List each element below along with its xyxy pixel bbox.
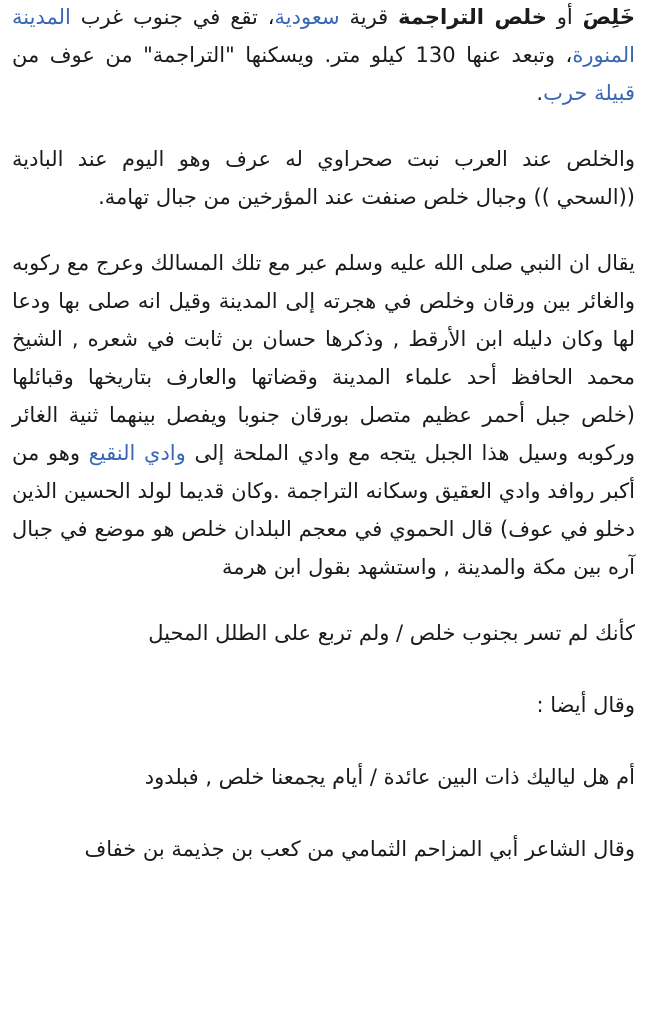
title-word: خَلِصَ	[582, 5, 635, 29]
link-harb-tribe[interactable]: قبيلة حرب	[543, 81, 635, 105]
history-text-2: وهو من أكبر روافد وادي العقيق وسكانه التراجمة .وكان قديما لولد الحسين الذين دخلو في عوف) قال الحموي في معجم البلدان خلص هو موضع في جبال آره بين مكة والمدينة , واستشهد بقول ابن هرمة	[12, 441, 635, 579]
intro-text-2: ، تقع في جنوب غرب	[70, 5, 275, 29]
link-medina[interactable]: المدينة المنورة	[12, 5, 636, 67]
khulas-plant-paragraph: والخلص عند العرب نبت صحراوي له عرف وهو اليوم عند البادية ((السحي )) وجبال خلص صنفت عند المؤرخين من جبال تهامة.	[12, 147, 635, 209]
intro-text-4: .	[536, 81, 544, 105]
intro-text-3: ، وتبعد عنها 130 كيلو متر. ويسكنها "التراجمة" من عوف من	[12, 43, 573, 67]
verse-2: أم هل لياليك ذات البين عائدة / أيام يجمعنا خلص , فبلدود	[144, 765, 635, 789]
verse-1: كأنك لم تسر بجنوب خلص / ولم تربع على الطلل المحيل	[148, 621, 635, 645]
link-wadi-naqee[interactable]: وادي النقيع	[88, 441, 186, 465]
poet-line: وقال الشاعر أبي المزاحم الثمامي من كعب بن جذيمة بن خفاف	[84, 837, 635, 861]
history-paragraph	[12, 244, 635, 586]
intro-text-1: قرية	[339, 5, 399, 29]
link-saudi[interactable]: سعودية	[274, 5, 340, 29]
history-text-1: يقال ان النبي صلى الله عليه وسلم عبر مع تلك المسالك وعرج مع ركوبه والغائر بين ورقان وخلص في هجرته إلى المدينة وقيل انه صلى بها ودعا لها وكان دليله ابن الأرقط , وذكرها حسان بن ثابت في شعره , الشيخ محمد الحافظ أحد علماء المدينة وقضاتها والعارف بتاريخها وقبائلها (خلص جبل أحمر عظيم متصل بورقان جنوبا ويفصل بينهما ثنية الغائر وركوبه وسيل هذا الجبل يتجه مع وادي الملحة إلى	[12, 251, 635, 465]
bold-name: خلص التراجمة	[398, 5, 547, 29]
intro-paragraph	[12, 0, 635, 112]
also-said-line: وقال أيضا :	[536, 693, 635, 717]
intro-or: أو	[546, 5, 583, 29]
